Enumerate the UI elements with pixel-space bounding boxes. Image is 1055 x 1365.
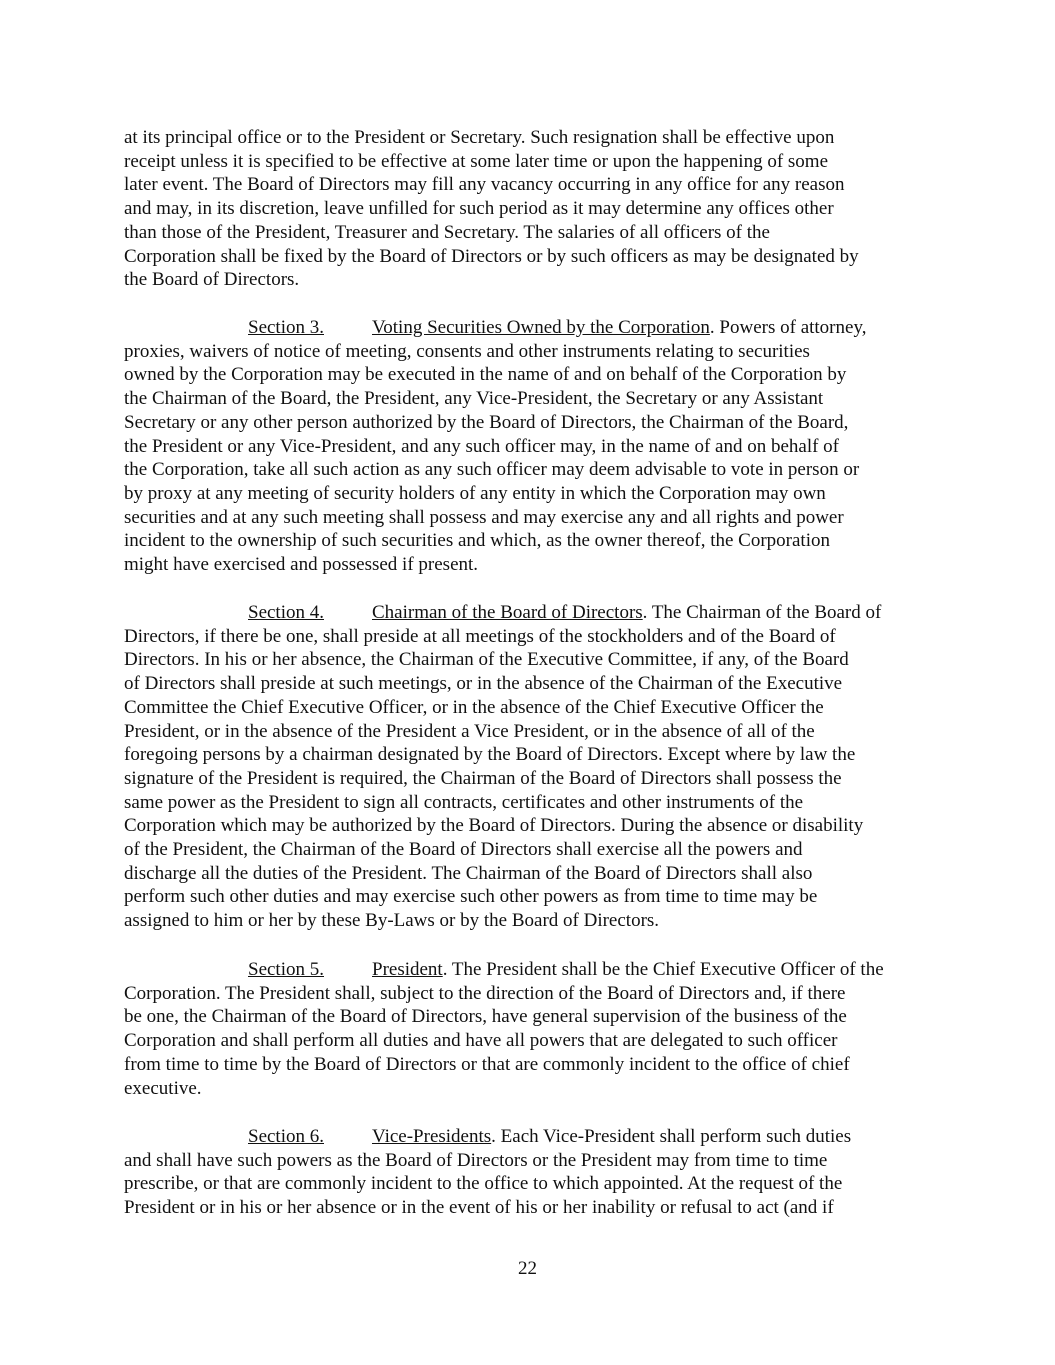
text-line: the Chairman of the Board, the President, any Vice-President, the Secretary or any Assistant [124,388,824,410]
section-first-line-text: . Each Vice-President shall perform such duties [491,1126,852,1147]
section-4 [124,601,936,933]
text-line: incident to the ownership of such securities and which, as the owner thereof, the Corporation [124,530,830,552]
section-first-line-text: . The Chairman of the Board of [642,602,882,623]
text-line: owned by the Corporation may be executed in the name of and on behalf of the Corporation by [124,364,847,386]
text-line: the Board of Directors. [124,269,300,291]
section-number: Section 5. [248,959,324,980]
text-line: of Directors shall preside at such meetings, or in the absence of the Chairman of the Executive [124,673,843,695]
section-number: Section 4. [248,602,324,623]
text-line: might have exercised and possessed if present. [124,554,479,576]
text-line: prescribe, or that are commonly incident to the office to which appointed. At the request of the [124,1173,843,1195]
text-line: from time to time by the Board of Directors or that are commonly incident to the office of chief [124,1053,850,1075]
text-line: President, or in the absence of the President a Vice President, or in the absence of all of the [124,720,815,742]
section-6 [124,1125,936,1220]
text-line: President or in his or her absence or in the event of his or her inability or refusal to act (and if [124,1197,834,1219]
text-line: Corporation which may be authorized by the Board of Directors. During the absence or disability [124,815,864,837]
text-line: executive. [124,1077,202,1099]
text-line: Directors, if there be one, shall preside at all meetings of the stockholders and of the Board of [124,625,836,647]
text-line: same power as the President to sign all contracts, certificates and other instruments of the [124,791,804,813]
section-number: Section 6. [248,1126,324,1147]
section-heading [248,958,884,982]
section-title: President [372,959,443,980]
text-line: Directors. In his or her absence, the Chairman of the Executive Committee, if any, of the Board [124,649,849,671]
section-number: Section 3. [248,317,324,338]
section-title: Vice-Presidents [372,1126,492,1147]
section-first-line-text: . Powers of attorney, [709,317,867,338]
text-line: and may, in its discretion, leave unfilled for such period as it may determine any offices other [124,198,834,220]
text-line: foregoing persons by a chairman designated by the Board of Directors. Except where by law the [124,744,856,766]
text-line: perform such other duties and may exercise such other powers as from time to time may be [124,886,818,908]
text-line: at its principal office or to the President or Secretary. Such resignation shall be effective upon [124,127,835,148]
section-title: Chairman of the Board of Directors [372,602,643,623]
section-heading-line [124,958,936,982]
section-heading-line [124,601,936,625]
section-heading [248,316,866,340]
text-line: discharge all the duties of the President. The Chairman of the Board of Directors shall also [124,862,813,884]
text-line: the President or any Vice-President, and any such officer may, in the name of and on behalf of [124,435,840,457]
text-line: later event. The Board of Directors may fill any vacancy occurring in any office for any reason [124,174,845,196]
text-line: signature of the President is required, the Chairman of the Board of Directors shall possess the [124,767,842,789]
text-line: of the President, the Chairman of the Board of Directors shall exercise all the powers and [124,839,803,861]
text-line: receipt unless it is specified to be effective at some later time or upon the happening of some [124,150,829,172]
text-line: Corporation. The President shall, subject to the direction of the Board of Directors and, if there [124,982,846,1004]
text-line: proxies, waivers of notice of meeting, consents and other instruments relating to securities [124,340,810,362]
text-line: be one, the Chairman of the Board of Directors, have general supervision of the business of the [124,1006,847,1028]
text-line: assigned to him or her by these By-Laws or by the Board of Directors. [124,910,660,932]
text-line: Corporation and shall perform all duties and have all powers that are delegated to such officer [124,1030,838,1052]
section-first-line-text: . The President shall be the Chief Executive Officer of the [442,959,884,980]
text-line: Committee the Chief Executive Officer, or in the absence of the Chief Executive Officer the [124,696,824,718]
text-line: than those of the President, Treasurer and Secretary. The salaries of all officers of the [124,221,770,243]
section-heading-line [124,1125,936,1149]
paragraph-intro [124,126,936,292]
text-line: by proxy at any meeting of security holders of any entity in which the Corporation may own [124,482,826,504]
section-3 [124,316,936,577]
text-line: and shall have such powers as the Board of Directors or the President may from time to time [124,1149,828,1171]
page-number: 22 [518,1258,537,1279]
section-heading [248,1125,851,1149]
section-title: Voting Securities Owned by the Corporation [372,317,710,338]
section-heading [248,601,881,625]
text-line: Corporation shall be fixed by the Board of Directors or by such officers as may be designated by [124,245,859,267]
text-line: Secretary or any other person authorized by the Board of Directors, the Chairman of the Board, [124,411,849,433]
text-line: the Corporation, take all such action as any such officer may deem advisable to vote in person or [124,459,860,481]
text-line: securities and at any such meeting shall possess and may exercise any and all rights and power [124,506,844,528]
section-5 [124,958,936,1100]
section-heading-line [124,316,936,340]
